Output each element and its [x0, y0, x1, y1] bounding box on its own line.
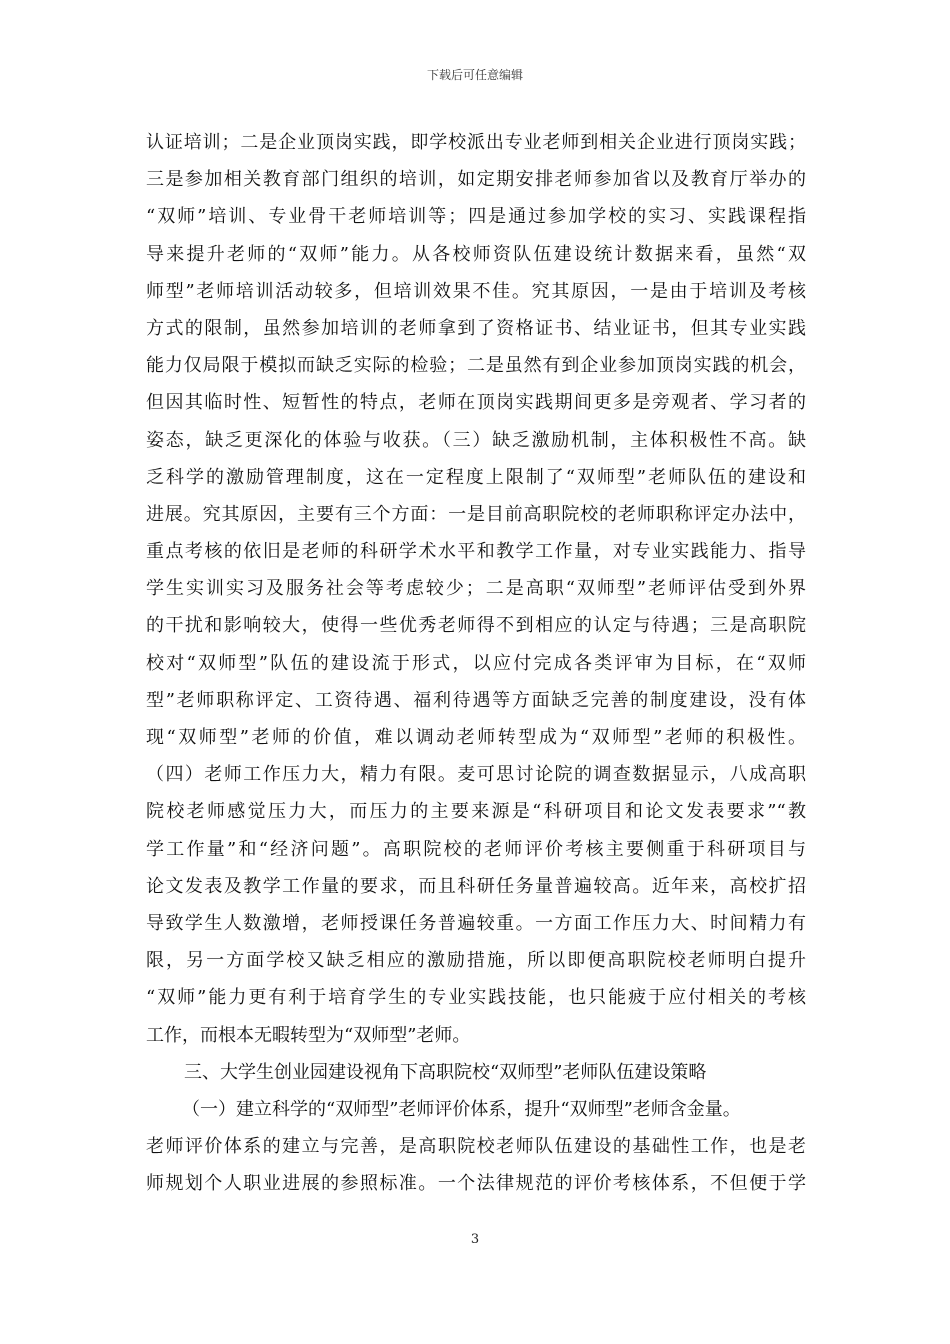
text-line: 进展。究其原因，主要有三个方面：一是目前高职院校的老师职称评定办法中， [146, 503, 806, 525]
text-line: 现“双师型”老师的价值，难以调动老师转型成为“双师型”老师的积极性。 [146, 727, 806, 748]
text-line: 导来提升老师的“双师”能力。从各校师资队伍建设统计数据来看，虽然“双 [146, 243, 806, 265]
text-line: 学生实训实习及服务社会等考虑较少；二是高职“双师型”老师评估受到外界 [146, 578, 806, 600]
subsection-heading: （一）建立科学的“双师型”老师评价体系，提升“双师型”老师含金量。 [182, 1098, 741, 1120]
text-line: 论文发表及教学工作量的要求，而且科研任务量普遍较高。近年来，高校扩招 [146, 875, 806, 897]
page-number: 3 [470, 1232, 480, 1247]
text-line: 师规划个人职业进展的参照标准。一个法律规范的评价考核体系，不但便于学 [146, 1173, 806, 1195]
text-line: 的干扰和影响较大，使得一些优秀老师得不到相应的认定与待遇；三是高职院 [146, 615, 806, 637]
text-line: 学工作量”和“经济问题”。高职院校的老师评价考核主要侧重于科研项目与 [146, 838, 806, 860]
text-line: 重点考核的依旧是老师的科研学术水平和教学工作量，对专业实践能力、指导 [146, 541, 806, 563]
text-line: 能力仅局限于模拟而缺乏实际的检验；二是虽然有到企业参加顶岗实践的机会， [146, 355, 806, 377]
text-line: “双师”培训、专业骨干老师培训等；四是通过参加学校的实习、实践课程指 [146, 206, 806, 228]
text-line: 型”老师职称评定、工资待遇、福利待遇等方面缺乏完善的制度建设，没有体 [146, 689, 806, 711]
text-line: 方式的限制，虽然参加培训的老师拿到了资格证书、结业证书，但其专业实践 [146, 317, 806, 339]
text-line: 乏科学的激励管理制度，这在一定程度上限制了“双师型”老师队伍的建设和 [146, 466, 806, 488]
text-line: “双师”能力更有利于培育学生的专业实践技能，也只能疲于应付相关的考核 [146, 987, 806, 1009]
text-line: 认证培训；二是企业顶岗实践，即学校派出专业老师到相关企业进行顶岗实践； [146, 132, 806, 153]
text-line: 导致学生人数激增，老师授课任务普遍较重。一方面工作压力大、时间精力有 [146, 912, 806, 934]
text-line: 姿态，缺乏更深化的体验与收获。（三）缺乏激励机制，主体积极性不高。缺 [146, 429, 806, 451]
text-line: 老师评价体系的建立与完善，是高职院校老师队伍建设的基础性工作，也是老 [146, 1136, 806, 1158]
text-line: 校对“双师型”队伍的建设流于形式，以应付完成各类评审为目标，在“双师 [146, 652, 806, 674]
section-heading: 三、大学生创业园建设视角下高职院校“双师型”老师队伍建设策略 [184, 1061, 707, 1083]
text-line: （四）老师工作压力大，精力有限。麦可思讨论院的调查数据显示，八成高职 [146, 764, 806, 786]
text-line: 限，另一方面学校又缺乏相应的激励措施，所以即便高职院校老师明白提升 [146, 950, 806, 972]
text-line: 但因其临时性、短暂性的特点，老师在顶岗实践期间更多是旁观者、学习者的 [146, 392, 806, 414]
body-text [146, 124, 806, 1202]
text-line-end: 工作，而根本无暇转型为“双师型”老师。 [146, 1024, 471, 1046]
page-header: 下载后可任意编辑 [426, 68, 523, 82]
text-line: 院校老师感觉压力大，而压力的主要来源是“科研项目和论文发表要求”“教 [146, 801, 806, 823]
text-line: 师型”老师培训活动较多，但培训效果不佳。究其原因，一是由于培训及考核 [146, 280, 806, 302]
text-line: 三是参加相关教育部门组织的培训，如定期安排老师参加省以及教育厅举办的 [146, 169, 806, 191]
